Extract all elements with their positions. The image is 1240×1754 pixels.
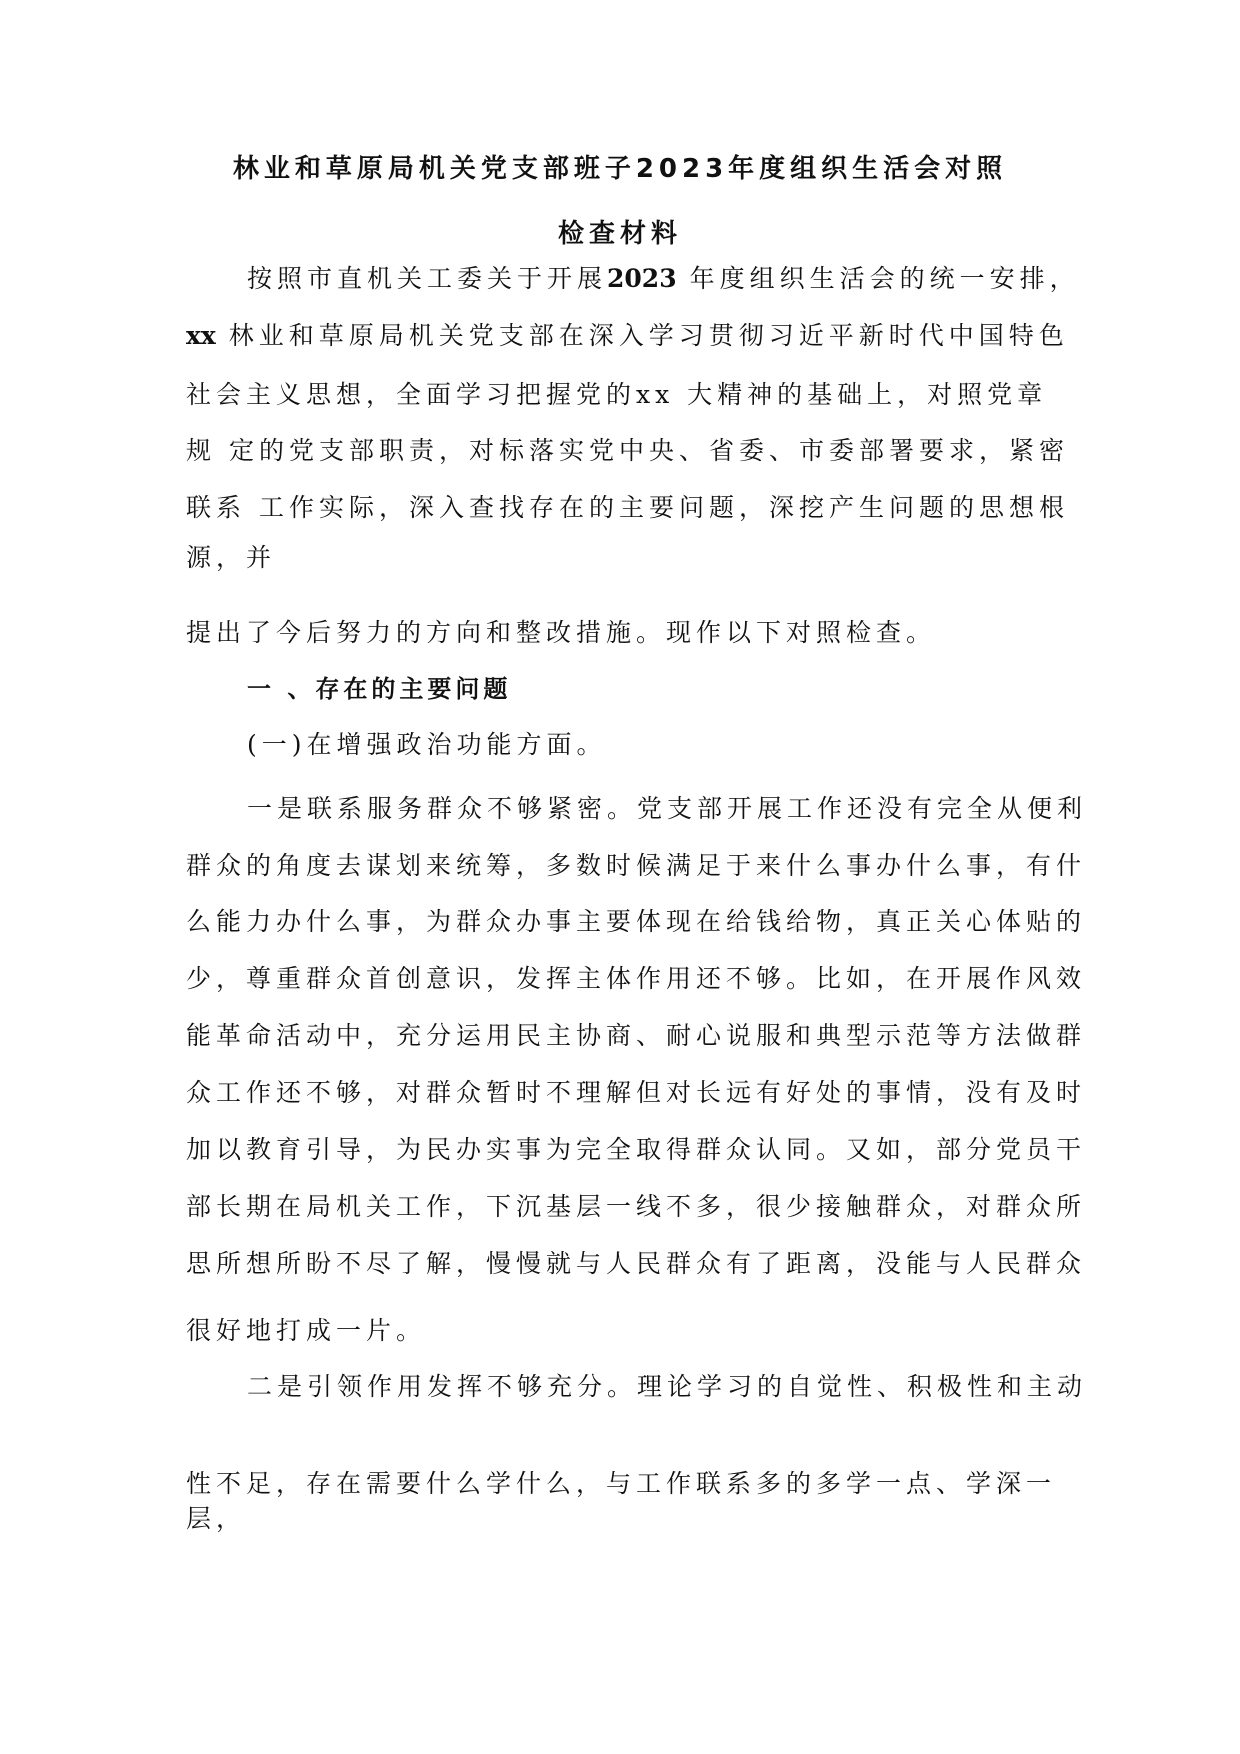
- intro-line-1-b: 年度组织生活会的统一安排，: [689, 264, 1080, 293]
- para1-line-2: 群众的角度去谋划来统筹，多数时候满足于来什么事办什么事，有什: [186, 851, 1087, 880]
- intro-line-5: 联系 工作实际，深入查找存在的主要问题，深挖产生问题的思想根: [186, 493, 1069, 522]
- para1-line-3: 么能力办什么事，为群众办事主要体现在给钱给物，真正关心体贴的: [186, 907, 1087, 936]
- para1-line-8: 部长期在局机关工作，下沉基层一线不多，很少接触群众，对群众所: [186, 1192, 1087, 1221]
- document-title-line-1: 林业和草原局机关党支部班子2023年度组织生活会对照: [232, 154, 1008, 184]
- intro-line-1: [247, 262, 1080, 296]
- para1-line-6: 众工作还不够，对群众暂时不理解但对长远有好处的事情，没有及时: [186, 1078, 1087, 1107]
- para2-line-2: 性不足，存在需要什么学什么，与工作联系多的多学一点、学深一: [186, 1469, 1057, 1498]
- intro-line-4: 规 定的党支部职责，对标落实党中央、省委、市委部署要求，紧密: [186, 436, 1069, 465]
- intro-line-6: 源，并: [186, 543, 277, 572]
- section-1-heading: 一 、存在的主要问题: [247, 675, 512, 703]
- para2-line-1: 二是引领作用发挥不够充分。理论学习的自觉性、积极性和主动: [247, 1372, 1088, 1401]
- intro-line-7: 提出了今后努力的方向和整改措施。现作以下对照检查。: [186, 618, 937, 647]
- intro-line-2: [186, 319, 1069, 353]
- para2-line-3: 层，: [186, 1504, 247, 1533]
- intro-year: 2023: [607, 264, 677, 293]
- para1-line-1: 一是联系服务群众不够紧密。党支部开展工作还没有完全从便利: [247, 794, 1088, 823]
- para1-line-7: 加以教育引导，为民办实事为完全取得群众认同。又如，部分党员干: [186, 1135, 1087, 1164]
- para1-line-4: 少，尊重群众首创意识，发挥主体作用还不够。比如，在开展作风效: [186, 964, 1087, 993]
- intro-line-1-a: 按照市直机关工委关于开展: [247, 264, 608, 293]
- para1-line-10: 很好地打成一片。: [186, 1316, 427, 1345]
- intro-xx: xx: [186, 321, 216, 350]
- para1-line-5: 能革命活动中，充分运用民主协商、耐心说服和典型示范等方法做群: [186, 1021, 1087, 1050]
- intro-line-2-b: 林业和草原局机关党支部在深入学习贯彻习近平新时代中国特色: [228, 321, 1069, 350]
- document-title-line-2: 检查材料: [557, 219, 682, 249]
- intro-line-3: 社会主义思想，全面学习把握党的xx 大精神的基础上，对照党章: [186, 380, 1048, 409]
- subsection-1: (一)在增强政治功能方面。: [247, 730, 607, 759]
- para1-line-9: 思所想所盼不尽了解，慢慢就与人民群众有了距离，没能与人民群众: [186, 1249, 1087, 1278]
